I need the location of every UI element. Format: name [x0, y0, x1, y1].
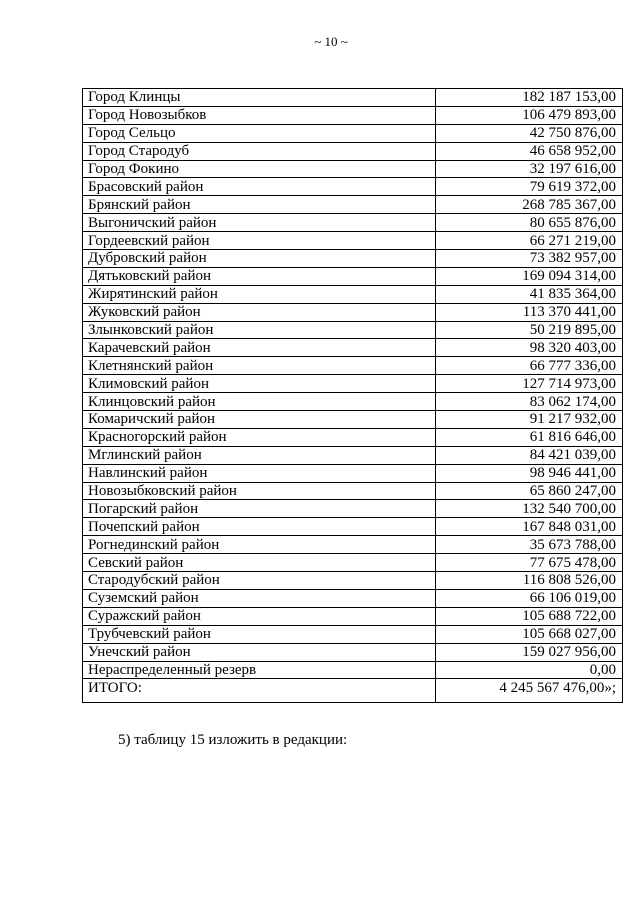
region-name-cell: Город Клинцы	[83, 89, 436, 107]
region-name-cell: Город Сельцо	[83, 124, 436, 142]
amount-cell: 50 219 895,00	[436, 321, 623, 339]
region-name-cell: Жирятинский район	[83, 285, 436, 303]
region-name-cell: Город Новозыбков	[83, 106, 436, 124]
table-row	[83, 536, 623, 554]
table-row	[83, 214, 623, 232]
region-name-cell: Клинцовский район	[83, 393, 436, 411]
table-row	[83, 321, 623, 339]
amount-cell: 268 785 367,00	[436, 196, 623, 214]
table-row	[83, 661, 623, 679]
table-row	[83, 500, 623, 518]
region-name-cell: Климовский район	[83, 375, 436, 393]
amount-cell: 66 271 219,00	[436, 232, 623, 250]
region-name-cell: Выгоничский район	[83, 214, 436, 232]
amount-cell: 105 668 027,00	[436, 625, 623, 643]
table-row	[83, 89, 623, 107]
amount-cell: 80 655 876,00	[436, 214, 623, 232]
table-row	[83, 393, 623, 411]
table-row	[83, 482, 623, 500]
amount-cell: 0,00	[436, 661, 623, 679]
table-row	[83, 142, 623, 160]
table-row	[83, 446, 623, 464]
table-row	[83, 572, 623, 590]
amount-cell: 159 027 956,00	[436, 643, 623, 661]
budget-distribution-table	[82, 88, 623, 703]
region-name-cell: Дубровский район	[83, 250, 436, 268]
table-row	[83, 339, 623, 357]
amount-cell: 46 658 952,00	[436, 142, 623, 160]
page-number: ~ 10 ~	[314, 34, 348, 49]
amount-cell: 41 835 364,00	[436, 285, 623, 303]
table-row	[83, 411, 623, 429]
amount-cell: 132 540 700,00	[436, 500, 623, 518]
amount-cell: 169 094 314,00	[436, 267, 623, 285]
amount-cell: 61 816 646,00	[436, 428, 623, 446]
region-name-cell: Жуковский район	[83, 303, 436, 321]
table-row	[83, 124, 623, 142]
table-row	[83, 250, 623, 268]
table-row	[83, 285, 623, 303]
amount-cell: 84 421 039,00	[436, 446, 623, 464]
amount-cell: 65 860 247,00	[436, 482, 623, 500]
footer-instruction-text: 5) таблицу 15 изложить в редакции:	[118, 732, 348, 748]
region-name-cell: Унечский район	[83, 643, 436, 661]
table-row	[83, 428, 623, 446]
table-row	[83, 106, 623, 124]
region-name-cell: Брасовский район	[83, 178, 436, 196]
table-row	[83, 554, 623, 572]
region-name-cell: Стародубский район	[83, 572, 436, 590]
region-name-cell: Севский район	[83, 554, 436, 572]
table-row	[83, 375, 623, 393]
amount-cell: 79 619 372,00	[436, 178, 623, 196]
region-name-cell: Комаричский район	[83, 411, 436, 429]
amount-cell: 66 777 336,00	[436, 357, 623, 375]
region-name-cell: Красногорский район	[83, 428, 436, 446]
amount-cell: 127 714 973,00	[436, 375, 623, 393]
table-row	[83, 196, 623, 214]
region-name-cell: Новозыбковский район	[83, 482, 436, 500]
table-row	[83, 589, 623, 607]
amount-cell: 91 217 932,00	[436, 411, 623, 429]
total-amount-cell: 4 245 567 476,00»;	[436, 679, 623, 703]
region-name-cell: Брянский район	[83, 196, 436, 214]
amount-cell: 35 673 788,00	[436, 536, 623, 554]
table-row	[83, 643, 623, 661]
table-row	[83, 178, 623, 196]
amount-cell: 116 808 526,00	[436, 572, 623, 590]
table-row	[83, 232, 623, 250]
region-name-cell: Нераспределенный резерв	[83, 661, 436, 679]
table-row	[83, 518, 623, 536]
region-name-cell: Погарский район	[83, 500, 436, 518]
amount-cell: 73 382 957,00	[436, 250, 623, 268]
region-name-cell: Клетнянский район	[83, 357, 436, 375]
total-row	[83, 679, 623, 703]
region-name-cell: Злынковский район	[83, 321, 436, 339]
region-name-cell: Суземский район	[83, 589, 436, 607]
amount-cell: 98 946 441,00	[436, 464, 623, 482]
region-name-cell: Город Фокино	[83, 160, 436, 178]
amount-cell: 83 062 174,00	[436, 393, 623, 411]
region-name-cell: Суражский район	[83, 607, 436, 625]
region-name-cell: Мглинский район	[83, 446, 436, 464]
amount-cell: 32 197 616,00	[436, 160, 623, 178]
region-name-cell: Трубчевский район	[83, 625, 436, 643]
region-name-cell: Дятьковский район	[83, 267, 436, 285]
amount-cell: 182 187 153,00	[436, 89, 623, 107]
table-row	[83, 267, 623, 285]
table-row	[83, 625, 623, 643]
table-body	[83, 89, 623, 703]
table-row	[83, 160, 623, 178]
total-label-cell: ИТОГО:	[83, 679, 436, 703]
table-row	[83, 303, 623, 321]
amount-cell: 42 750 876,00	[436, 124, 623, 142]
amount-cell: 66 106 019,00	[436, 589, 623, 607]
amount-cell: 77 675 478,00	[436, 554, 623, 572]
table-row	[83, 357, 623, 375]
region-name-cell: Навлинский район	[83, 464, 436, 482]
amount-cell: 113 370 441,00	[436, 303, 623, 321]
table-row	[83, 607, 623, 625]
region-name-cell: Рогнединский район	[83, 536, 436, 554]
region-name-cell: Почепский район	[83, 518, 436, 536]
region-name-cell: Город Стародуб	[83, 142, 436, 160]
amount-cell: 167 848 031,00	[436, 518, 623, 536]
amount-cell: 106 479 893,00	[436, 106, 623, 124]
region-name-cell: Гордеевский район	[83, 232, 436, 250]
region-name-cell: Карачевский район	[83, 339, 436, 357]
table-row	[83, 464, 623, 482]
amount-cell: 98 320 403,00	[436, 339, 623, 357]
amount-cell: 105 688 722,00	[436, 607, 623, 625]
